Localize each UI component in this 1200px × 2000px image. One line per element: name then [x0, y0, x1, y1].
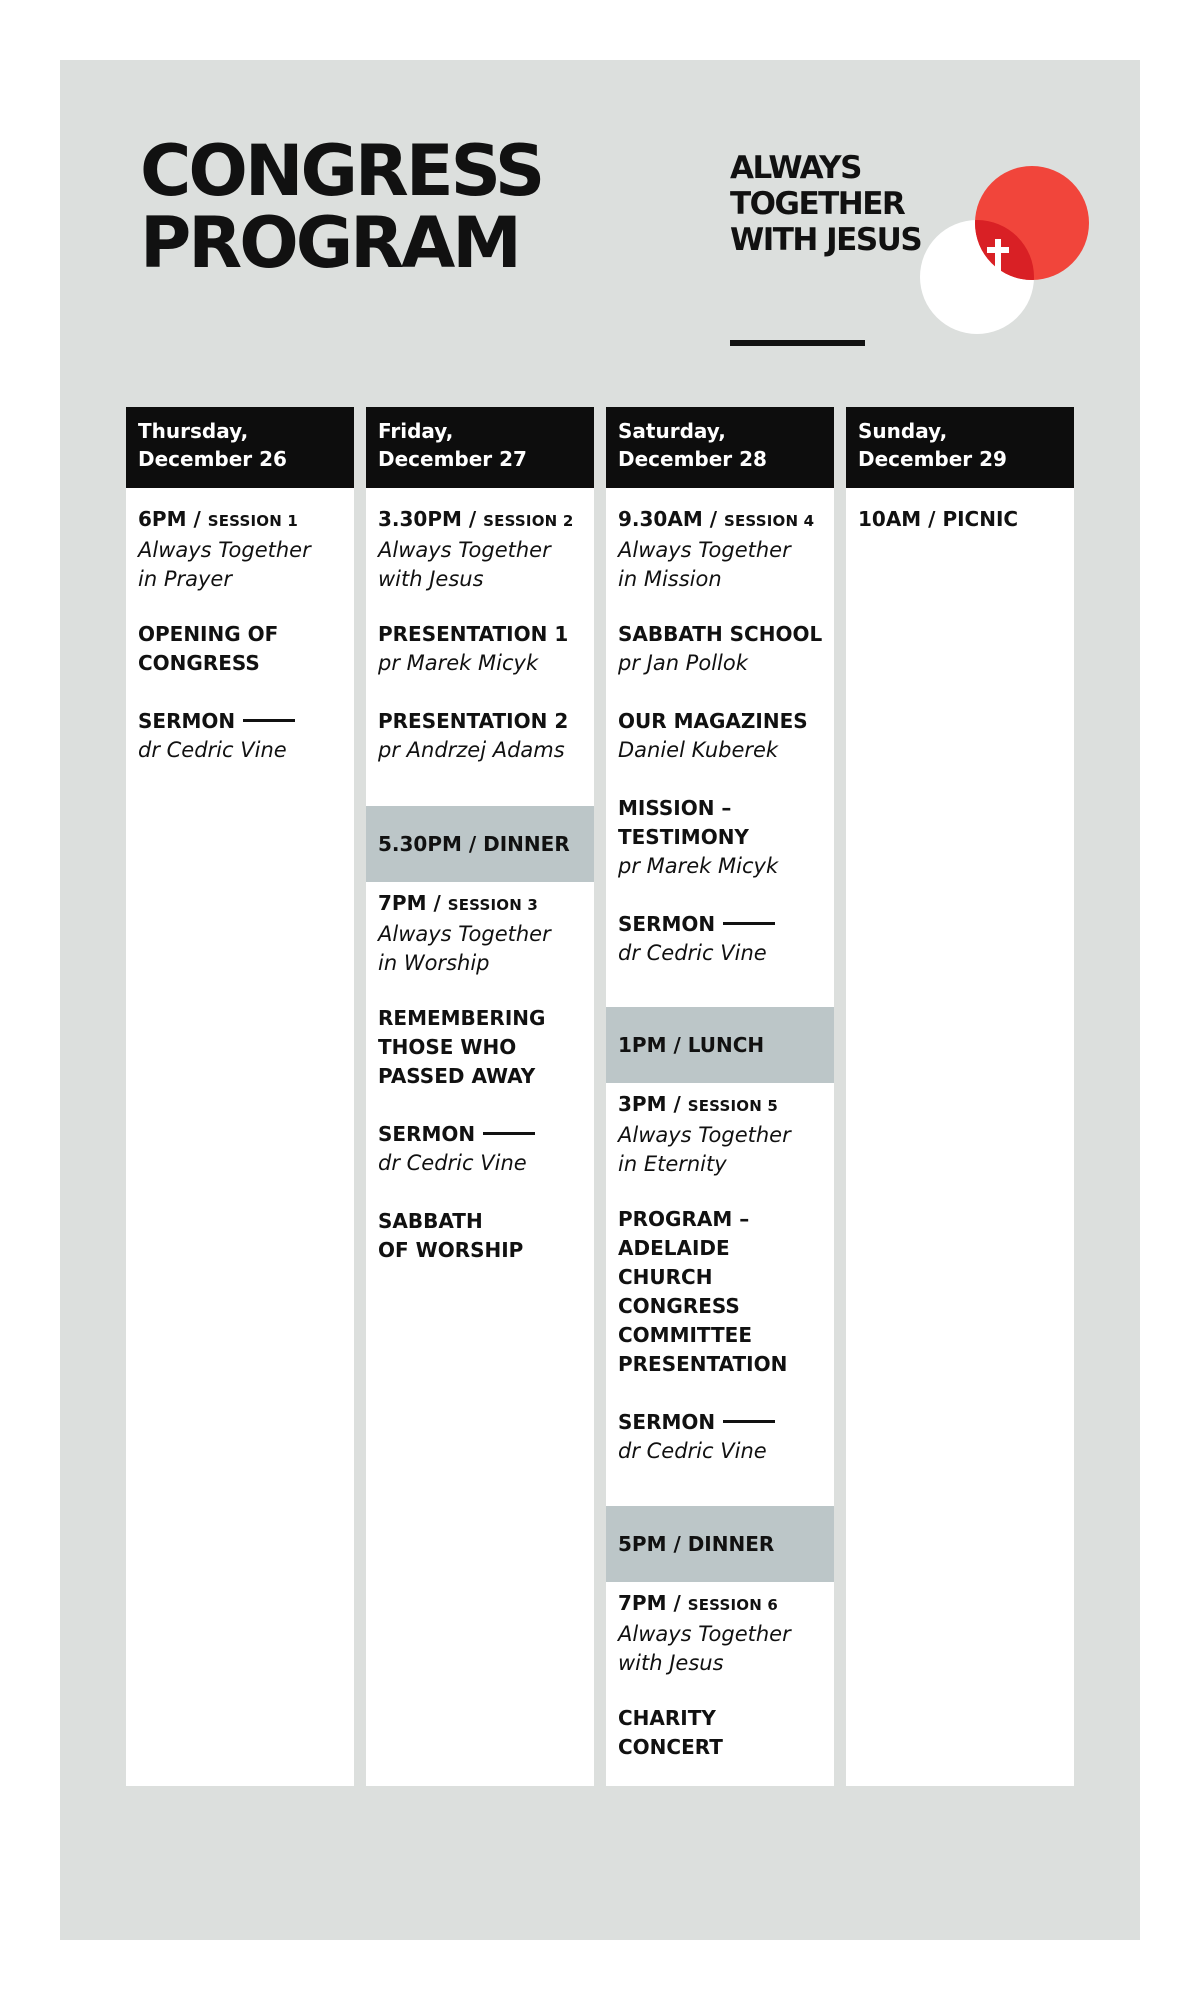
cross-icon — [987, 239, 1009, 271]
program-item-title: PROGRAM – — [618, 1207, 750, 1231]
session-entry — [378, 505, 590, 594]
logo-line-3: WITH JESUS — [730, 222, 922, 258]
sermon-title: SERMON — [378, 1120, 590, 1149]
title-line-2: PROGRAM — [140, 202, 519, 284]
sermon-rule — [243, 719, 295, 722]
session-time: 3PM / SESSION 5 — [618, 1092, 779, 1116]
session-theme: in Worship — [378, 951, 490, 975]
program-item — [618, 1292, 830, 1379]
speaker-name: pr Marek Micyk — [618, 854, 779, 878]
sermon-title: SERMON — [618, 1408, 830, 1437]
speaker-name: pr Andrzej Adams — [378, 738, 565, 762]
program-item-title: REMEMBERING — [378, 1006, 546, 1030]
session-theme: Always Together — [138, 538, 311, 562]
session-theme: in Eternity — [618, 1152, 727, 1176]
program-item-title: ADELAIDE CHURCH — [618, 1236, 730, 1289]
session-theme: with Jesus — [618, 1651, 724, 1675]
session-theme: Always Together — [618, 538, 791, 562]
session-time: 3.30PM / SESSION 2 — [378, 507, 574, 531]
day-column-saturday — [606, 407, 834, 1786]
sermon-item — [138, 707, 350, 765]
session-theme: in Prayer — [138, 567, 232, 591]
speaker-name: dr Cedric Vine — [618, 1439, 767, 1463]
program-item — [618, 1704, 830, 1762]
program-item-title: TESTIMONY — [618, 825, 749, 849]
speaker-name: Daniel Kuberek — [618, 738, 779, 762]
day-name: Sunday, — [858, 419, 948, 443]
session-time: 7PM / SESSION 3 — [378, 891, 539, 915]
program-item — [618, 707, 830, 765]
logo-line-1: ALWAYS — [730, 150, 861, 186]
program-item-title: CHARITY — [618, 1706, 716, 1730]
meal-band: 5.30PM / DINNER — [366, 806, 594, 882]
session-theme: Always Together — [618, 1622, 791, 1646]
program-item — [378, 1004, 590, 1091]
program-item-title: CONGRESS — [618, 1294, 740, 1318]
day-name: Thursday, — [138, 419, 249, 443]
meal-band: 5PM / DINNER — [606, 1506, 834, 1582]
day-column-sunday — [846, 407, 1074, 1786]
session-time: 9.30AM / SESSION 4 — [618, 507, 815, 531]
session-theme: with Jesus — [378, 567, 484, 591]
sermon-item — [378, 1120, 590, 1178]
program-item-title: PRESENTATION — [618, 1352, 788, 1376]
program-item — [618, 1205, 830, 1292]
program-item — [138, 620, 350, 678]
program-item-title: SABBATH — [378, 1209, 483, 1233]
speaker-name: pr Jan Pollok — [618, 651, 748, 675]
poster-background — [60, 60, 1140, 1940]
day-column-friday — [366, 407, 594, 1786]
sermon-title: SERMON — [618, 910, 830, 939]
session-entry — [618, 505, 830, 594]
day-header — [126, 407, 354, 488]
day-header — [846, 407, 1074, 488]
speaker-name: dr Cedric Vine — [138, 738, 287, 762]
program-item — [618, 620, 830, 678]
session-theme: in Mission — [618, 567, 722, 591]
page-title — [140, 130, 543, 284]
program-item-title: OPENING OF — [138, 622, 279, 646]
session-theme: Always Together — [618, 1123, 791, 1147]
program-item-title: THOSE WHO — [378, 1035, 517, 1059]
program-item-title: 10AM / PICNIC — [858, 507, 1019, 531]
day-column-thursday — [126, 407, 354, 1786]
session-time: 7PM / SESSION 6 — [618, 1591, 779, 1615]
session-theme: Always Together — [378, 538, 551, 562]
sermon-item — [618, 1408, 830, 1466]
program-item-title: CONCERT — [618, 1735, 723, 1759]
program-item-title: PASSED AWAY — [378, 1064, 536, 1088]
program-item — [378, 707, 590, 765]
program-item — [618, 794, 830, 881]
speaker-name: pr Marek Micyk — [378, 651, 539, 675]
logo-underline — [730, 340, 865, 346]
speaker-name: dr Cedric Vine — [378, 1151, 527, 1175]
day-date: December 26 — [138, 447, 287, 471]
sermon-title: SERMON — [138, 707, 350, 736]
program-item-title: CONGRESS — [138, 651, 260, 675]
speaker-name: dr Cedric Vine — [618, 941, 767, 965]
sermon-rule — [723, 922, 775, 925]
program-item — [378, 1207, 590, 1265]
meal-band: 1PM / LUNCH — [606, 1007, 834, 1083]
day-name: Saturday, — [618, 419, 726, 443]
program-item-title: SABBATH SCHOOL — [618, 622, 823, 646]
day-date: December 29 — [858, 447, 1007, 471]
session-time: 6PM / SESSION 1 — [138, 507, 299, 531]
sermon-rule — [723, 1420, 775, 1423]
program-item-title: OUR MAGAZINES — [618, 709, 808, 733]
sermon-item — [618, 910, 830, 968]
program-item — [378, 620, 590, 678]
program-item-title: OF WORSHIP — [378, 1238, 524, 1262]
title-line-1: CONGRESS — [140, 130, 543, 212]
logo — [730, 138, 1100, 338]
day-date: December 27 — [378, 447, 527, 471]
program-item-title: PRESENTATION 2 — [378, 709, 569, 733]
logo-line-2: TOGETHER — [730, 186, 905, 222]
program-item-title: PRESENTATION 1 — [378, 622, 569, 646]
program-item — [858, 505, 1070, 534]
program-item-title: MISSION – — [618, 796, 732, 820]
sermon-rule — [483, 1132, 535, 1135]
program-item-title: COMMITTEE — [618, 1323, 752, 1347]
day-name: Friday, — [378, 419, 454, 443]
session-entry — [618, 1090, 830, 1179]
logo-text — [730, 150, 921, 258]
session-theme: Always Together — [378, 922, 551, 946]
session-entry — [618, 1589, 830, 1678]
day-date: December 28 — [618, 447, 767, 471]
day-header — [606, 407, 834, 488]
session-entry — [378, 889, 590, 978]
session-entry — [138, 505, 350, 594]
day-header — [366, 407, 594, 488]
